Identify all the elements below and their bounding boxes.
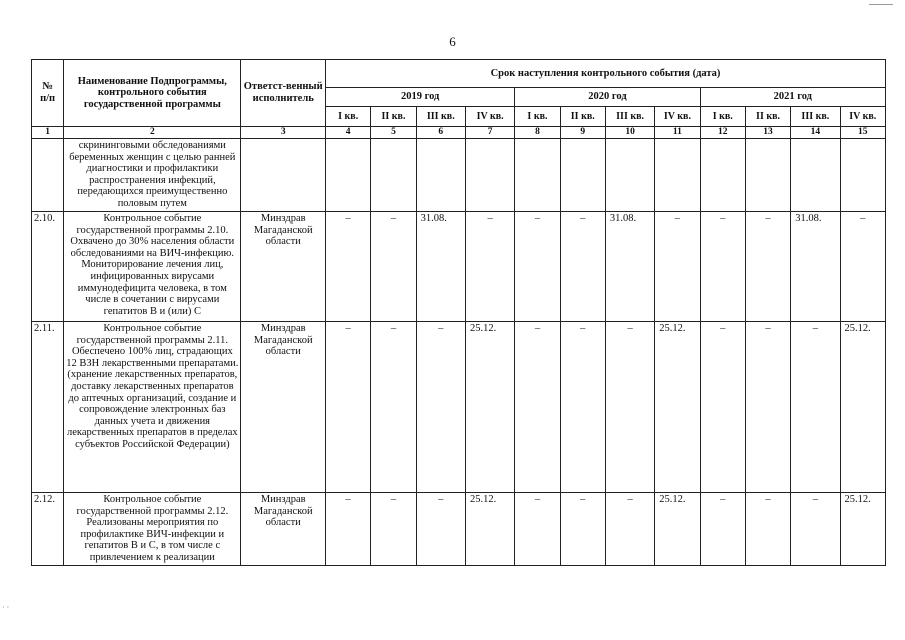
quarter-deadline-cell: – [560,493,605,566]
column-index: 5 [371,127,416,139]
table-row [32,139,886,212]
column-index: 4 [326,127,371,139]
header-quarter: III кв. [605,107,654,127]
quarter-deadline-cell: – [515,212,560,322]
header-quarter: II кв. [745,107,790,127]
quarter-deadline-cell: – [840,212,885,322]
table-row [32,493,886,566]
column-index: 3 [241,127,326,139]
responsible-executor: Минздрав Магаданской области [241,212,326,322]
quarter-deadline-cell: – [515,493,560,566]
header-quarter: II кв. [371,107,416,127]
row-number: 2.11. [32,322,64,493]
header-quarter: IV кв. [655,107,700,127]
header-quarter: II кв. [560,107,605,127]
quarter-deadline-cell: 25.12. [840,322,885,493]
quarter-deadline-cell [371,139,416,212]
responsible-executor: Минздрав Магаданской области [241,493,326,566]
quarter-deadline-cell: – [416,322,465,493]
column-index-row [32,127,886,139]
quarter-deadline-cell: 25.12. [465,493,514,566]
quarter-deadline-cell [515,139,560,212]
column-index: 1 [32,127,64,139]
column-index: 7 [465,127,514,139]
responsible-executor [241,139,326,212]
header-quarter: IV кв. [465,107,514,127]
quarter-deadline-cell: 31.08. [416,212,465,322]
header-quarter: I кв. [515,107,560,127]
quarter-deadline-cell: 25.12. [655,493,700,566]
row-number: 2.12. [32,493,64,566]
quarter-deadline-cell: – [745,212,790,322]
event-name: Контрольное событие государственной программы 2.12. Реализованы мероприятия по профилактике ВИЧ-инфекции и гепатитов В и С, в том числе с привлечением к реализации [64,493,241,566]
quarter-deadline-cell [700,139,745,212]
quarter-deadline-cell: – [791,322,840,493]
quarter-deadline-cell: – [371,493,416,566]
quarter-deadline-cell: 25.12. [840,493,885,566]
header-quarter: III кв. [791,107,840,127]
quarter-deadline-cell [560,139,605,212]
quarter-deadline-cell: – [326,322,371,493]
column-index: 12 [700,127,745,139]
header-num: № п/п [32,60,64,127]
column-index: 13 [745,127,790,139]
header-deadline: Срок наступления контрольного события (дата) [326,60,886,88]
header-year-2021: 2021 год [700,88,885,107]
quarter-deadline-cell [465,139,514,212]
header-year-2019: 2019 год [326,88,515,107]
header-name: Наименование Подпрограммы, контрольного события государственной программы [64,60,241,127]
header-quarter: IV кв. [840,107,885,127]
quarter-deadline-cell: – [560,322,605,493]
scan-mark [869,4,893,5]
quarter-deadline-cell: – [465,212,514,322]
header-quarter: I кв. [326,107,371,127]
table-row [32,212,886,322]
column-index: 6 [416,127,465,139]
scan-smudge: · · [2,603,10,612]
quarter-deadline-cell: – [371,322,416,493]
quarter-deadline-cell: 25.12. [465,322,514,493]
header-quarter: III кв. [416,107,465,127]
header-executor: Ответст-венный исполнитель [241,60,326,127]
quarter-deadline-cell: – [371,212,416,322]
quarter-deadline-cell: – [655,212,700,322]
event-name: Контрольное событие государственной программы 2.11. Обеспечено 100% лиц, страдающих 12 ВЗН лекарственными препаратами. (хранение лекарственных препаратов, доставку лекарственных препаратов до аптечных организаций, создание и сопровождение электронных баз данных учета и движения лекарственных препаратов в пределах субъектов Российской Федерации) [64,322,241,493]
quarter-deadline-cell: – [745,322,790,493]
quarter-deadline-cell: – [700,212,745,322]
column-index: 15 [840,127,885,139]
header-quarter: I кв. [700,107,745,127]
quarter-deadline-cell [326,139,371,212]
quarter-deadline-cell: – [605,493,654,566]
quarter-deadline-cell: – [416,493,465,566]
quarter-deadline-cell: 25.12. [655,322,700,493]
quarter-deadline-cell [416,139,465,212]
event-name: Контрольное событие государственной программы 2.10. Охвачено до 30% населения области обследованиями на ВИЧ-инфекцию. Мониторирование лечения лиц, инфицированных вирусами иммунодефицита человека, в том числе в сочетании с вирусами гепатитов В и (или) С [64,212,241,322]
quarter-deadline-cell [605,139,654,212]
quarter-deadline-cell: – [700,493,745,566]
page-number: 6 [449,34,456,49]
quarter-deadline-cell [791,139,840,212]
column-index: 14 [791,127,840,139]
quarter-deadline-cell: – [515,322,560,493]
control-events-table [31,59,886,566]
quarter-deadline-cell [655,139,700,212]
quarter-deadline-cell: – [326,493,371,566]
header-year-2020: 2020 год [515,88,700,107]
quarter-deadline-cell: – [745,493,790,566]
column-index: 2 [64,127,241,139]
event-name: скрининговыми обследованиями беременных женщин с целью ранней диагностики и профилактики распространения инфекций, передающихся преимущественно половым путем [64,139,241,212]
quarter-deadline-cell: 31.08. [605,212,654,322]
column-index: 8 [515,127,560,139]
quarter-deadline-cell: – [700,322,745,493]
quarter-deadline-cell: 31.08. [791,212,840,322]
column-index: 10 [605,127,654,139]
quarter-deadline-cell: – [326,212,371,322]
row-number: 2.10. [32,212,64,322]
quarter-deadline-cell: – [791,493,840,566]
table-row [32,322,886,493]
quarter-deadline-cell: – [605,322,654,493]
responsible-executor: Минздрав Магаданской области [241,322,326,493]
row-number [32,139,64,212]
quarter-deadline-cell: – [560,212,605,322]
quarter-deadline-cell [745,139,790,212]
quarter-deadline-cell [840,139,885,212]
column-index: 11 [655,127,700,139]
column-index: 9 [560,127,605,139]
